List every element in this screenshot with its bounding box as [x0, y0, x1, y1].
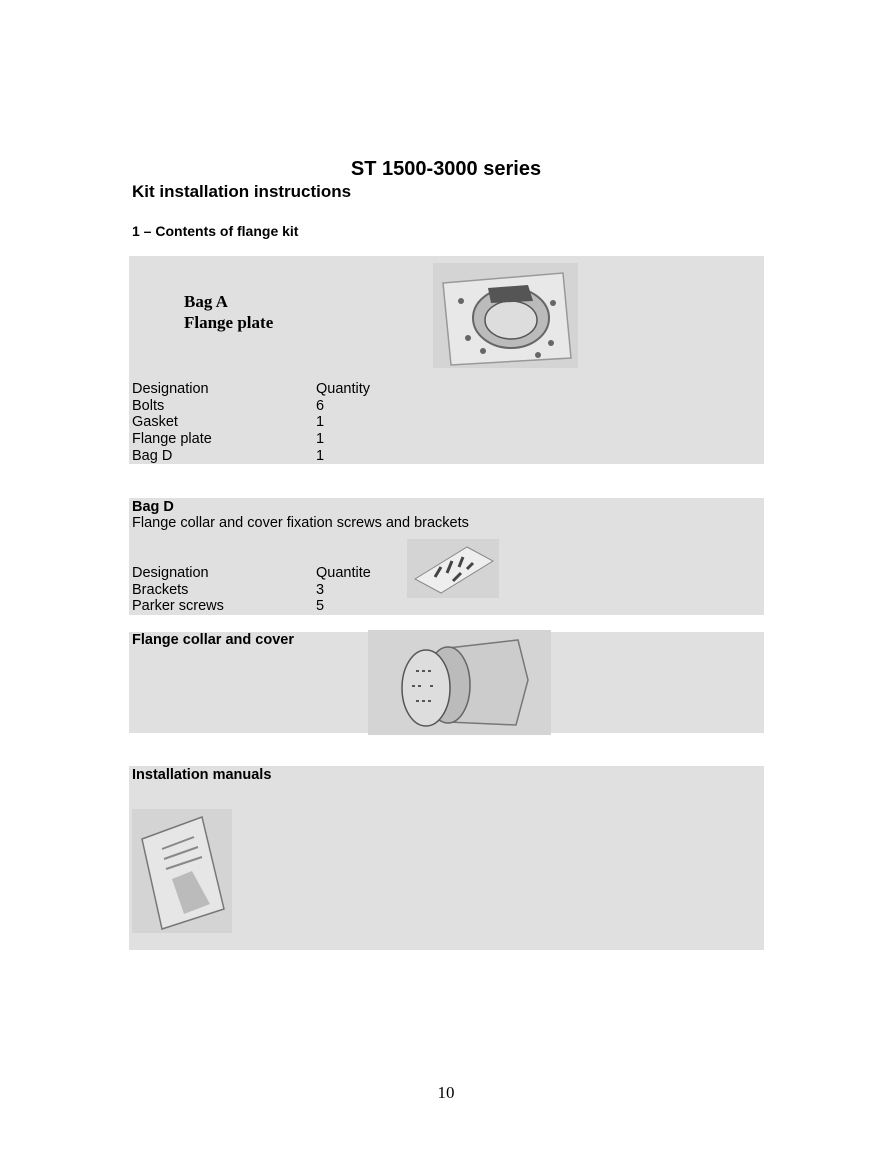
- table-cell-quantity: 3: [316, 581, 325, 598]
- bag-a-label-line2: Flange plate: [184, 313, 274, 332]
- manuals-heading: Installation manuals: [132, 767, 272, 783]
- table-header-quantity: Quantity: [316, 381, 370, 397]
- page-title: ST 1500-3000 series: [350, 158, 542, 180]
- bag-a-photo: [433, 263, 578, 368]
- table-row: [132, 582, 371, 599]
- table-cell-quantity: 5: [316, 598, 325, 615]
- table-header-designation: Designation: [132, 381, 209, 397]
- bag-a-table: [132, 381, 370, 465]
- table-cell-designation: Bolts: [132, 397, 165, 414]
- page-number: 10: [437, 1083, 455, 1102]
- manuals-photo: [132, 809, 232, 933]
- table-header-row: [132, 381, 370, 398]
- table-cell-designation: Flange plate: [132, 431, 212, 448]
- table-cell-designation: Gasket: [132, 414, 178, 431]
- table-row: [132, 431, 370, 448]
- bag-d-photo: [407, 539, 499, 598]
- table-cell-designation: Brackets: [132, 581, 189, 598]
- table-row: [132, 598, 371, 615]
- section-heading: 1 – Contents of flange kit: [132, 223, 299, 239]
- table-row: [132, 398, 370, 415]
- table-row: [132, 448, 370, 465]
- bag-a-label-line1: Bag A: [184, 292, 228, 311]
- table-cell-quantity: 1: [316, 431, 325, 448]
- page-subtitle: Kit installation instructions: [132, 182, 352, 201]
- collar-photo: [368, 630, 551, 735]
- table-header-designation: Designation: [132, 565, 209, 581]
- table-row: [132, 414, 370, 431]
- table-cell-quantity: 1: [316, 447, 325, 464]
- bag-d-table: [132, 565, 371, 615]
- table-header-row: [132, 565, 371, 582]
- bag-d-description: Flange collar and cover fixation screws and brackets: [132, 515, 469, 531]
- collar-heading: Flange collar and cover: [132, 632, 294, 648]
- table-cell-quantity: 6: [316, 397, 325, 414]
- table-cell-quantity: 1: [316, 414, 325, 431]
- bag-a-label: [184, 291, 273, 333]
- table-header-quantity: Quantite: [316, 565, 371, 581]
- bag-d-heading: Bag D: [132, 499, 174, 515]
- table-cell-designation: Bag D: [132, 447, 173, 464]
- table-cell-designation: Parker screws: [132, 598, 224, 615]
